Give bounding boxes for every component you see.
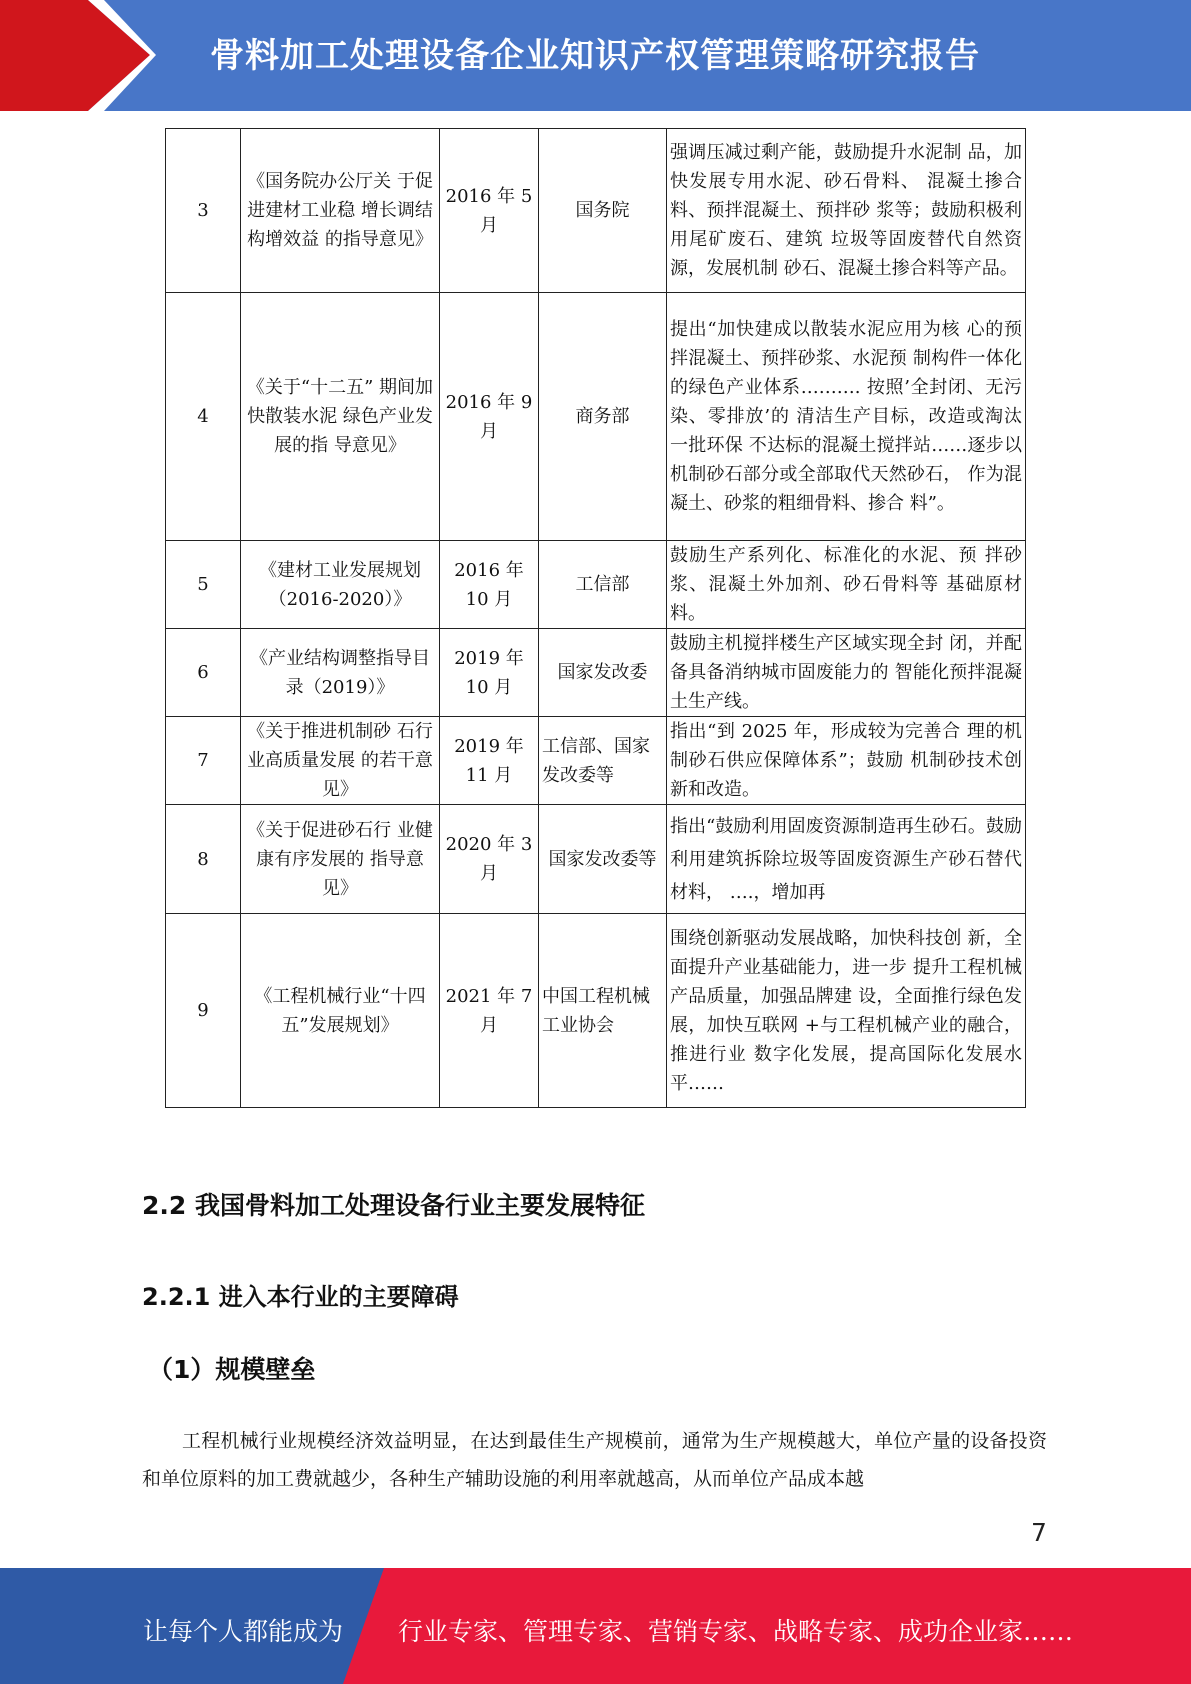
policy-department: 商务部 bbox=[539, 293, 667, 541]
report-title: 骨料加工处理设备企业知识产权管理策略研究报告 bbox=[210, 36, 980, 76]
policy-department: 国务院 bbox=[539, 129, 667, 293]
subsection-heading: 2.2.1 进入本行业的主要障碍 bbox=[142, 1283, 459, 1311]
sub-subsection-heading: （1）规模壁垒 bbox=[148, 1355, 316, 1384]
policy-department: 工信部、国家发改委等 bbox=[539, 717, 667, 805]
row-number: 5 bbox=[166, 541, 241, 629]
policy-table bbox=[165, 128, 1026, 1108]
policy-name: 《产业结构调整指导目录（2019）》 bbox=[241, 629, 440, 717]
policy-description: 指出“鼓励利用固废资源制造再生砂石。鼓励利用建筑拆除垃圾等固废资源生产砂石替代材料， ….，增加再 bbox=[667, 805, 1026, 914]
policy-date: 2016 年 9 月 bbox=[440, 293, 539, 541]
row-number: 8 bbox=[166, 805, 241, 914]
page-number: 7 bbox=[1031, 1518, 1047, 1547]
policy-date: 2016 年 5 月 bbox=[440, 129, 539, 293]
footer-slogan-left: 让每个人都能成为 bbox=[143, 1617, 344, 1646]
policy-description: 鼓励生产系列化、标准化的水泥、预 拌砂浆、混凝土外加剂、砂石骨料等 基础原材料。 bbox=[667, 541, 1026, 629]
row-number: 9 bbox=[166, 914, 241, 1108]
policy-description: 提出“加快建成以散装水泥应用为核 心的预拌混凝土、预拌砂浆、水泥预 制构件一体化的绿色产业体系………. 按照’全封闭、无污染、零排放’的 清洁生产目标，改造或淘汰一批环保 不达标的混凝土搅拌站……逐步以 机制砂石部分或全部取代天然砂石， 作为混凝土、砂浆的粗细骨料、掺合 料”。 bbox=[667, 293, 1026, 541]
row-number: 4 bbox=[166, 293, 241, 541]
policy-department: 工信部 bbox=[539, 541, 667, 629]
header-red-chevron bbox=[0, 0, 160, 111]
policy-name: 《关于促进砂石行 业健康有序发展的 指导意见》 bbox=[241, 805, 440, 914]
row-number: 6 bbox=[166, 629, 241, 717]
row-number: 7 bbox=[166, 717, 241, 805]
policy-department: 国家发改委等 bbox=[539, 805, 667, 914]
policy-name: 《工程机械行业“十四五”发展规划》 bbox=[241, 914, 440, 1108]
policy-name: 《关于“十二五” 期间加快散装水泥 绿色产业发展的指 导意见》 bbox=[241, 293, 440, 541]
footer-slogan-right: 行业专家、管理专家、营销专家、战略专家、成功企业家…… bbox=[398, 1617, 1074, 1646]
policy-date: 2021 年 7 月 bbox=[440, 914, 539, 1108]
body-paragraph: 工程机械行业规模经济效益明显，在达到最佳生产规模前，通常为生产规模越大，单位产量的设备投资和单位原料的加工费就越少，各种生产辅助设施的利用率就越高，从而单位产品成本越 bbox=[142, 1430, 1047, 1490]
policy-department: 中国工程机械工业协会 bbox=[539, 914, 667, 1108]
policy-name: 《关于推进机制砂 石行业高质量发展 的若干意见》 bbox=[241, 717, 440, 805]
policy-name: 《国务院办公厅关 于促进建材工业稳 增长调结构增效益 的指导意见》 bbox=[241, 129, 440, 293]
table-row bbox=[166, 629, 1026, 717]
policy-date: 2019 年 10 月 bbox=[440, 629, 539, 717]
table-row bbox=[166, 717, 1026, 805]
table-row bbox=[166, 129, 1026, 293]
policy-name: 《建材工业发展规划（2016-2020）》 bbox=[241, 541, 440, 629]
policy-description: 强调压减过剩产能，鼓励提升水泥制 品，加快发展专用水泥、砂石骨料、 混凝土掺合料、预拌混凝土、预拌砂 浆等；鼓励积极利用尾矿废石、建筑 垃圾等固废替代自然资源，发展机制 砂石、混凝土掺合料等产品。 bbox=[667, 129, 1026, 293]
row-number: 3 bbox=[166, 129, 241, 293]
policy-description: 鼓励主机搅拌楼生产区域实现全封 闭，并配备具备消纳城市固废能力的 智能化预拌混凝土生产线。 bbox=[667, 629, 1026, 717]
table-row bbox=[166, 805, 1026, 914]
page-footer bbox=[0, 1568, 1191, 1684]
policy-department: 国家发改委 bbox=[539, 629, 667, 717]
page-header bbox=[0, 0, 1191, 111]
policy-date: 2020 年 3 月 bbox=[440, 805, 539, 914]
section-heading: 2.2 我国骨料加工处理设备行业主要发展特征 bbox=[142, 1191, 645, 1220]
policy-date: 2016 年 10 月 bbox=[440, 541, 539, 629]
policy-description: 指出“到 2025 年，形成较为完善合 理的机制砂石供应保障体系”；鼓励 机制砂技术创新和改造。 bbox=[667, 717, 1026, 805]
policy-description: 围绕创新驱动发展战略，加快科技创 新，全面提升产业基础能力，进一步 提升工程机械产品质量，加强品牌建 设，全面推行绿色发展，加快互联网 +与工程机械产业的融合，推进行业 数字化发展，提高国际化发展水 平…… bbox=[667, 914, 1026, 1108]
policy-date: 2019 年 11 月 bbox=[440, 717, 539, 805]
table-row bbox=[166, 541, 1026, 629]
table-row bbox=[166, 293, 1026, 541]
table-row bbox=[166, 914, 1026, 1108]
